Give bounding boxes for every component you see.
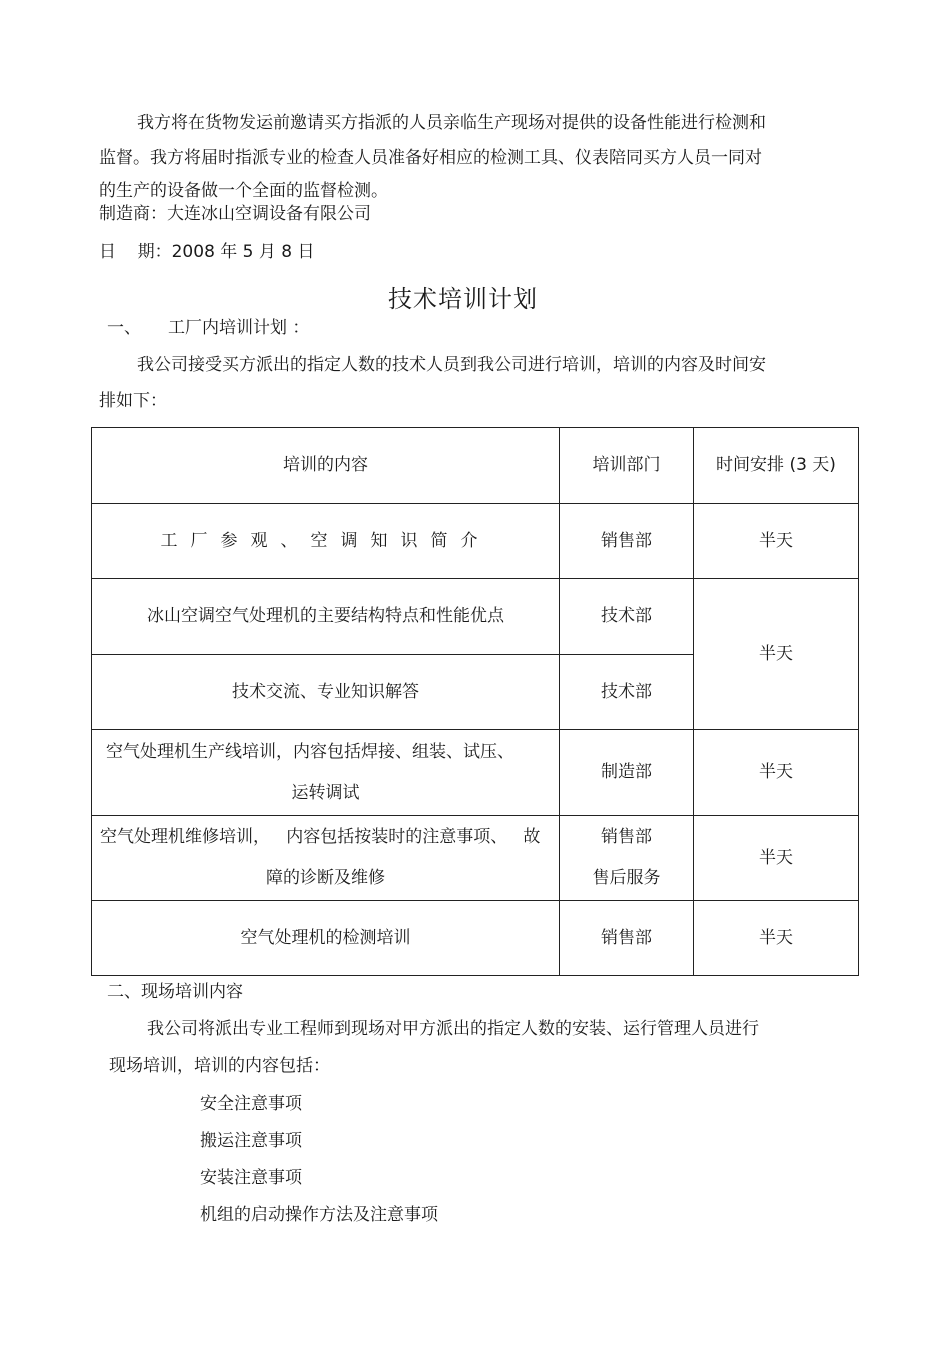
row5-content (92, 816, 560, 901)
row5-dept-line-1: 销售部 (601, 827, 652, 847)
header-dept: 培训部门 (560, 428, 694, 504)
section2-para-line-2: 现场培训，培训的内容包括： (109, 1056, 330, 1076)
section1-para-line-1: 我公司接受买方派出的指定人数的技术人员到我公司进行培训，培训的内容及时间安 (137, 355, 766, 375)
row6-content: 空气处理机的检测培训 (92, 901, 560, 976)
row5-time: 半天 (694, 816, 859, 901)
section1-para-line-2: 排如下： (99, 391, 167, 411)
row1-content: 工厂参观、空调知识简介 (92, 504, 560, 579)
table-row (92, 901, 859, 976)
row6-time: 半天 (694, 901, 859, 976)
table-row (92, 816, 859, 901)
row1-time: 半天 (694, 504, 859, 579)
date-line: 日 期：2008 年 5 月 8 日 (99, 242, 315, 262)
row6-dept: 销售部 (560, 901, 694, 976)
row5-dept-line-2: 售后服务 (592, 868, 661, 888)
section2-item: 安全注意事项 (200, 1094, 302, 1114)
section2-item: 安装注意事项 (200, 1168, 302, 1188)
row4-time: 半天 (694, 730, 859, 816)
row5-content-line-1: 空气处理机维修培训， 内容包括按装时的注意事项、 故 (100, 827, 541, 847)
intro-line-3: 的生产的设备做一个全面的监督检测。 (99, 181, 388, 201)
row5-dept (560, 816, 694, 901)
intro-line-2: 监督。我方将届时指派专业的检查人员准备好相应的检测工具、仪表陪同买方人员一同对 (99, 148, 762, 168)
table-row (92, 579, 859, 655)
section2-para-line-1: 我公司将派出专业工程师到现场对甲方派出的指定人数的安装、运行管理人员进行 (147, 1019, 759, 1039)
table-row (92, 730, 859, 816)
row2-content: 冰山空调空气处理机的主要结构特点和性能优点 (92, 579, 560, 655)
section2-item: 机组的启动操作方法及注意事项 (200, 1205, 438, 1225)
manufacturer-line: 制造商：大连冰山空调设备有限公司 (99, 204, 371, 224)
row4-dept: 制造部 (560, 730, 694, 816)
row1-dept: 销售部 (560, 504, 694, 579)
row4-content-line-1: 空气处理机生产线培训，内容包括焊接、组装、试压、 (106, 741, 514, 762)
row3-content: 技术交流、专业知识解答 (92, 655, 560, 730)
training-plan-table (91, 427, 859, 976)
row2-3-time: 半天 (694, 579, 859, 730)
row5-content-line-2: 障的诊断及维修 (266, 868, 385, 888)
intro-line-1: 我方将在货物发运前邀请买方指派的人员亲临生产现场对提供的设备性能进行检测和 (137, 113, 766, 133)
header-time: 时间安排 (3 天) (694, 428, 859, 504)
table-row (92, 504, 859, 579)
row2-dept: 技术部 (560, 579, 694, 655)
page-title: 技术培训计划 (388, 285, 538, 313)
row3-dept: 技术部 (560, 655, 694, 730)
section2-heading: 二、现场培训内容 (107, 982, 243, 1002)
row4-content (92, 730, 560, 816)
section2-item: 搬运注意事项 (200, 1131, 302, 1151)
table-header-row (92, 428, 859, 504)
section1-heading: 一、 工厂内培训计划 ： (107, 318, 310, 338)
header-content: 培训的内容 (92, 428, 560, 504)
row4-content-line-2: 运转调试 (291, 782, 360, 803)
